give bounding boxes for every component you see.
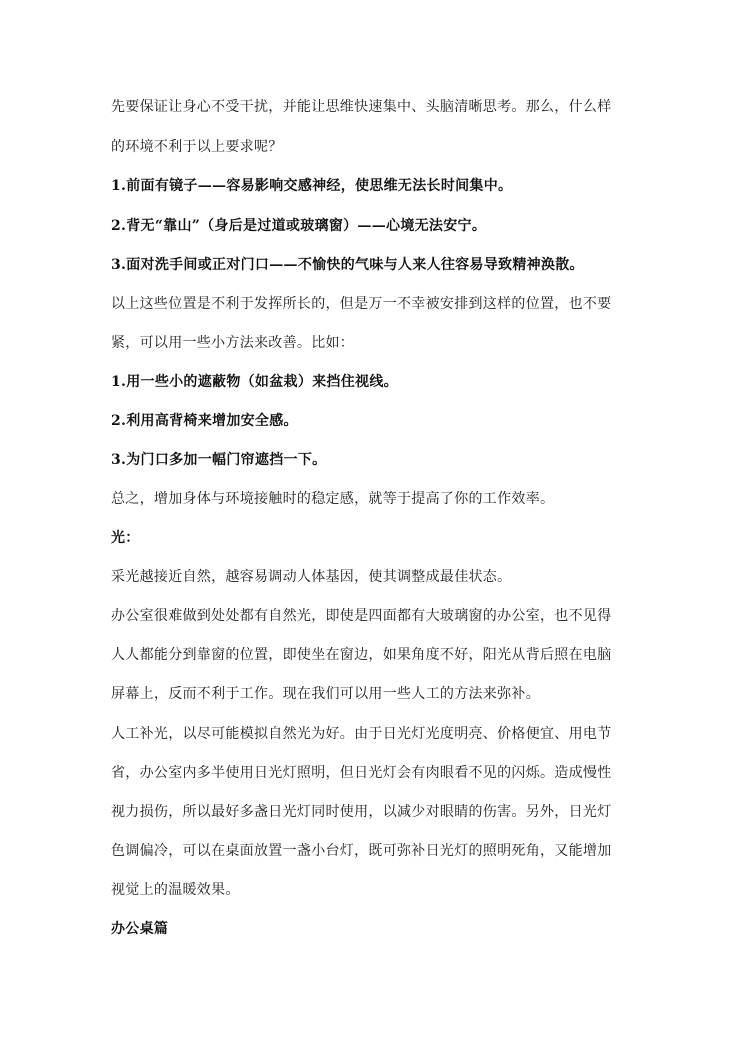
section-heading-desk: 办公桌篇 — [111, 921, 169, 937]
paragraph-line: 屏幕上，反而不利于工作。现在我们可以用一些人工的方法来弥补。 — [111, 686, 540, 702]
paragraph-line: 视力损伤，所以最好多盏日光灯同时使用，以减少对眼睛的伤害。另外，日光灯 — [111, 804, 612, 820]
paragraph-line: 以上这些位置是不利于发挥所长的，但是万一不幸被安排到这样的位置，也不要 — [111, 296, 612, 312]
list-item: 2.利用高背椅来增加安全感。 — [111, 413, 298, 429]
paragraph-line: 人工补光，以尽可能模拟自然光为好。由于日光灯光度明亮、价格便宜、用电节 — [111, 726, 612, 742]
paragraph-line: 省，办公室内多半使用日光灯照明，但日光灯会有肉眼看不见的闪烁。造成慢性 — [111, 765, 612, 781]
paragraph-line: 视觉上的温暖效果。 — [111, 882, 240, 898]
list-item: 3.面对洗手间或正对门口——不愉快的气味与人来人往容易导致精神涣散。 — [111, 257, 584, 273]
paragraph-line: 先要保证让身心不受干扰，并能让思维快速集中、头脑清晰思考。那么，什么样 — [111, 99, 612, 115]
paragraph-line: 办公室很难做到处处都有自然光，即使是四面都有大玻璃窗的办公室，也不见得 — [111, 608, 612, 624]
paragraph-line: 色调偏冷，可以在桌面放置一盏小台灯，既可弥补日光灯的照明死角，又能增加 — [111, 843, 612, 859]
list-item: 2.背无“靠山”（身后是过道或玻璃窗）——心境无法安宁。 — [111, 218, 487, 234]
section-heading-light: 光： — [111, 530, 140, 546]
list-item: 1.前面有镜子——容易影响交感神经，使思维无法长时间集中。 — [111, 178, 513, 194]
paragraph-line: 总之，增加身体与环境接触时的稳定感，就等于提高了你的工作效率。 — [111, 491, 555, 507]
list-item: 3.为门口多加一幅门帘遮挡一下。 — [111, 452, 327, 468]
paragraph-line: 采光越接近自然，越容易调动人体基因，使其调整成最佳状态。 — [111, 569, 512, 585]
paragraph-line: 人人都能分到靠窗的位置，即使坐在窗边，如果角度不好，阳光从背后照在电脑 — [111, 647, 612, 663]
list-item: 1.用一些小的遮蔽物（如盆栽）来挡住视线。 — [111, 374, 398, 390]
paragraph-line: 的环境不利于以上要求呢？ — [111, 139, 283, 155]
paragraph-line: 紧，可以用一些小方法来改善。比如： — [111, 335, 355, 351]
